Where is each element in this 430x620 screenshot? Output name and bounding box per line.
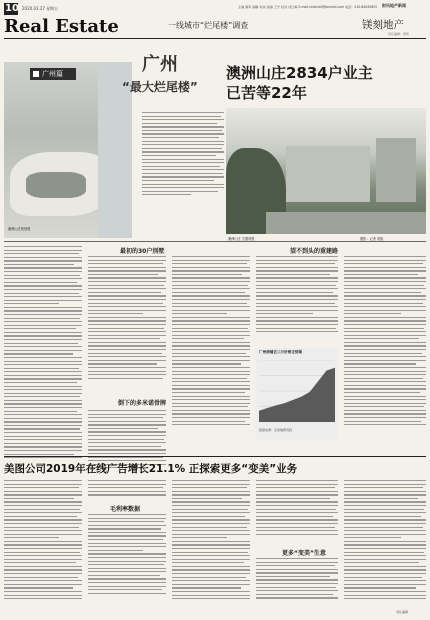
body-col-4 xyxy=(256,256,338,335)
section-sub: 责任编辑：郑凯 xyxy=(388,32,410,36)
main-headline-line-2: 已苦等22年 xyxy=(226,84,307,102)
bottom-col-2b xyxy=(88,514,166,596)
building-shape xyxy=(286,146,370,202)
body-col-1 xyxy=(4,246,82,461)
body-col-2 xyxy=(88,256,166,381)
photo-credit: 摄影：记者 郑凯 xyxy=(360,237,384,241)
footer-right: 责任编辑 xyxy=(396,610,409,614)
section-title-cn: 镁刻地产 xyxy=(362,19,404,31)
bottom-col-1 xyxy=(4,480,82,602)
tag-square-icon xyxy=(33,71,39,77)
badge-title xyxy=(114,50,222,108)
price-chart xyxy=(259,360,335,422)
photo-right-caption: 澳洲山庄 空置别墅 xyxy=(228,237,255,241)
scale-model-detail xyxy=(26,172,86,198)
bottom-col-3 xyxy=(172,480,250,602)
bottom-sub-head-1: 毛利率数据 xyxy=(110,506,141,513)
city-tag-label: 广州篇 xyxy=(42,70,63,78)
sub-head-1: 最初的30户别墅 xyxy=(120,248,165,255)
bottom-col-5 xyxy=(344,480,426,602)
road-shape xyxy=(266,212,426,234)
badge-subtitle: “最大烂尾楼” xyxy=(122,80,198,94)
body-col-3 xyxy=(172,256,250,428)
date-line: 2020.03.27 星期五 xyxy=(22,6,59,11)
chart-area xyxy=(259,368,335,422)
right-photo xyxy=(226,108,426,234)
section-title-en: Real Estate xyxy=(4,16,119,37)
main-headline-line-1: 澳洲山庄2834户业主 xyxy=(226,64,373,82)
sub-head-3: 倒下的多米诺骨牌 xyxy=(118,400,167,407)
bottom-col-4b xyxy=(256,558,338,601)
bottom-col-4 xyxy=(256,480,338,537)
page-header xyxy=(0,0,430,46)
editor-line: 主编 颜军 编辑 刘冰 美编 王宁 校对 何红梅 E-mail:caixinwt@foxmail.com 电话：010-84045855 xyxy=(238,5,378,9)
chart-note: 数据来源：克而瑞研究院 xyxy=(259,428,293,432)
series-title: 一线城市“烂尾楼”调查 xyxy=(168,21,249,30)
bottom-story-rule xyxy=(4,456,426,457)
bottom-headline: 美图公司2019年在线广告增长21.1% 正探索更多“变美”业务 xyxy=(4,463,298,475)
body-col-5 xyxy=(344,256,426,428)
price-chart-box xyxy=(256,348,338,440)
intro-column xyxy=(142,112,224,198)
building-shape-2 xyxy=(376,138,416,202)
sub-head-2: 望不到头的重建路 xyxy=(290,248,339,255)
page-number-block xyxy=(4,3,18,15)
chart-title: 广州商铺近三月价格走势图 xyxy=(259,350,303,354)
header-rule xyxy=(4,38,426,39)
bottom-sub-head-2: 更多“变美”生意 xyxy=(282,550,326,557)
page-number: 10 xyxy=(5,3,19,14)
photo-rule xyxy=(4,241,426,242)
badge-city: 广州 xyxy=(142,54,178,75)
brand-logo-text: 财讯地产新闻 xyxy=(382,3,406,8)
photo-left-caption: 澳洲山庄规划图 xyxy=(8,227,31,231)
bottom-col-2 xyxy=(88,480,166,498)
city-tag xyxy=(30,68,76,80)
